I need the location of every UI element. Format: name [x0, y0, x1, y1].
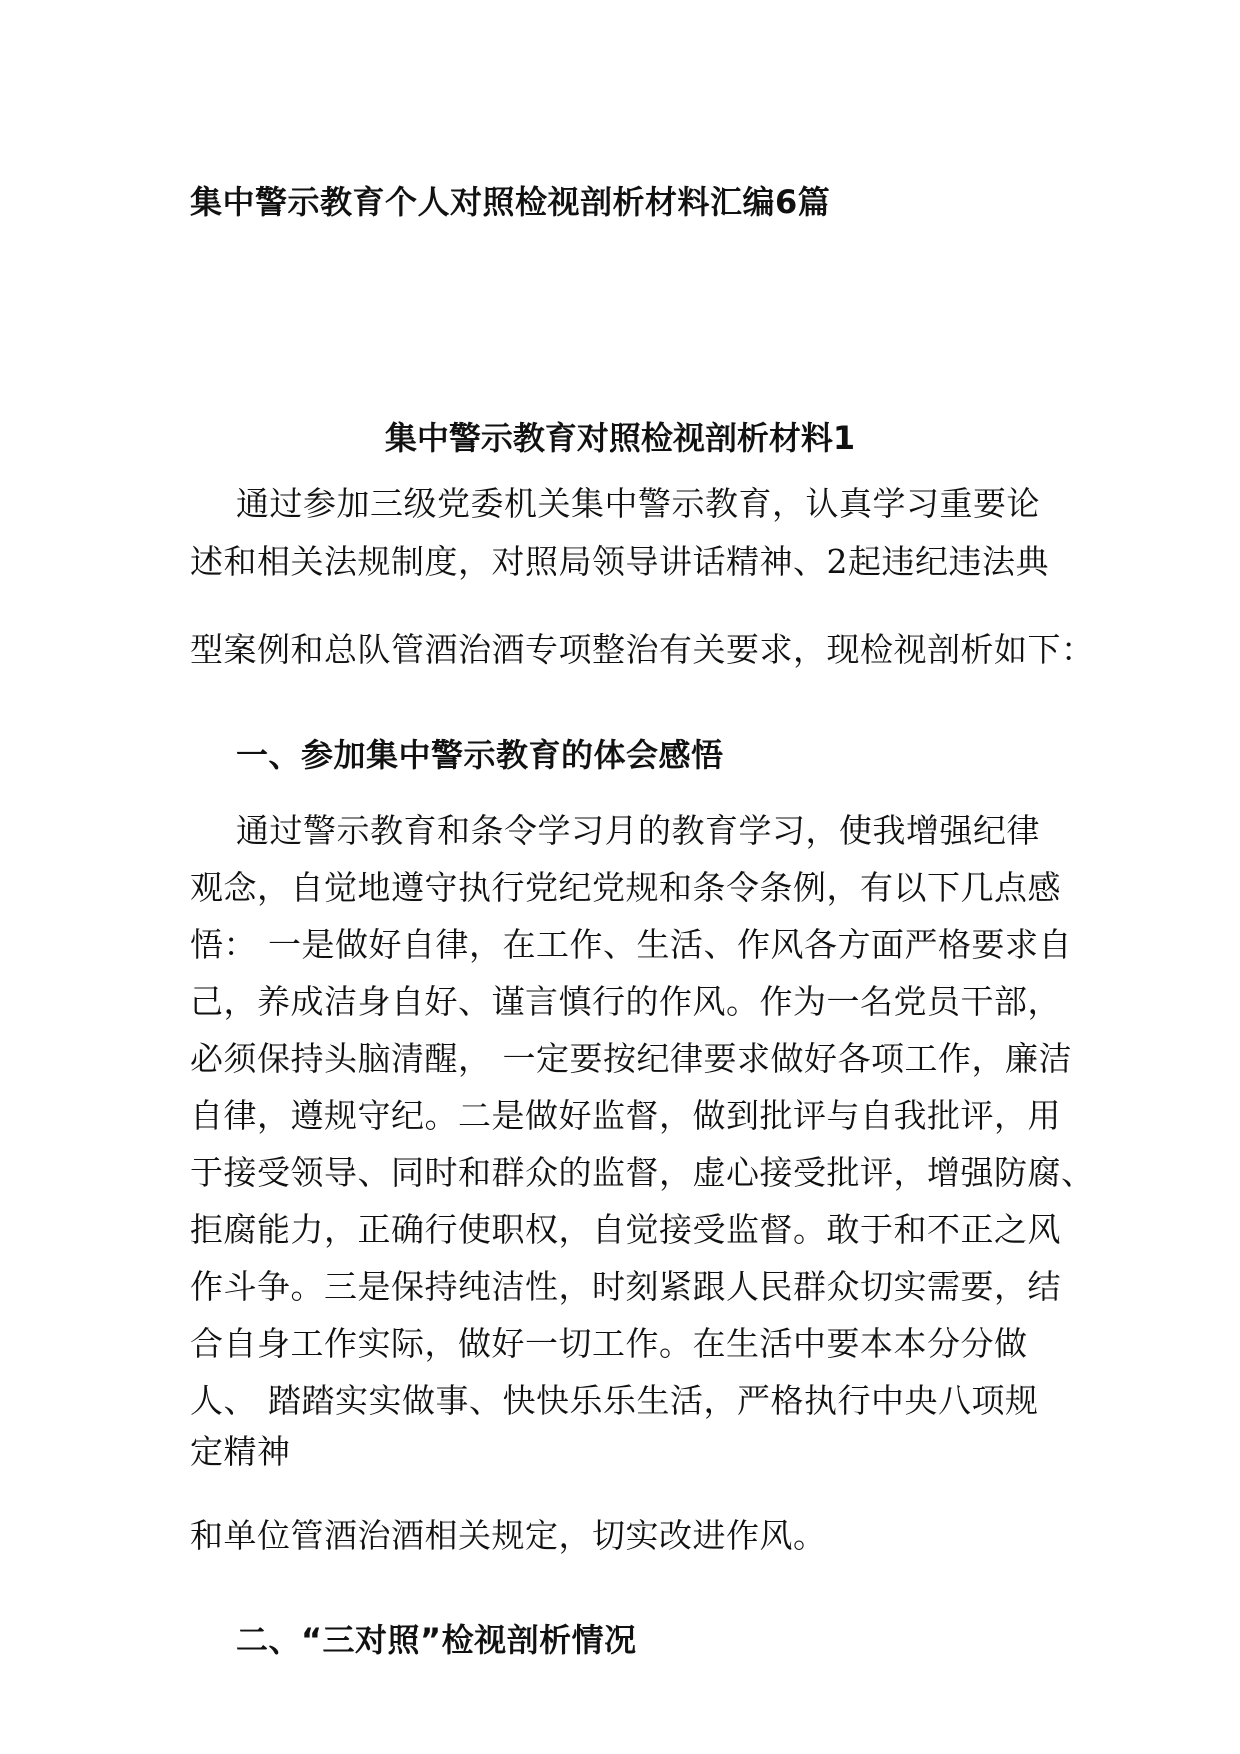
- body-line: 观念，自觉地遵守执行党纪党规和条令条例，有以下几点感: [190, 868, 1061, 907]
- body-last-line: 和单位管酒治酒相关规定，切实改进作风。: [190, 1516, 827, 1555]
- body-line: 己，养成洁身自好、谨言慎行的作风。作为一名党员干部，: [190, 982, 1061, 1021]
- section-heading-2: 二、“三对照”检视剖析情况: [236, 1621, 637, 1659]
- body-line: 于接受领导、同时和群众的监督，虚心接受批评，增强防腐、: [190, 1153, 1095, 1192]
- section-heading-1: 一、参加集中警示教育的体会感悟: [236, 736, 724, 774]
- section-title: 集中警示教育对照检视剖析材料1: [384, 419, 856, 457]
- body-line: 定精神: [190, 1432, 291, 1471]
- intro-line: 通过参加三级党委机关集中警示教育，认真学习重要论: [236, 484, 1040, 523]
- intro-line: 述和相关法规制度，对照局领导讲话精神、2起违纪违法典: [190, 542, 1049, 581]
- body-line: 作斗争。三是保持纯洁性，时刻紧跟人民群众切实需要，结: [190, 1267, 1061, 1306]
- body-line: 悟： 一是做好自律，在工作、生活、作风各方面严格要求自: [190, 925, 1072, 964]
- body-line: 必须保持头脑清醒， 一定要按纪律要求做好各项工作，廉洁: [190, 1039, 1072, 1078]
- intro-line: 型案例和总队管酒治酒专项整治有关要求，现检视剖析如下：: [190, 630, 1095, 669]
- body-line: 人、 踏踏实实做事、快快乐乐生活，严格执行中央八项规: [190, 1381, 1039, 1420]
- document-title: 集中警示教育个人对照检视剖析材料汇编6篇: [190, 183, 831, 221]
- body-line: 合自身工作实际，做好一切工作。在生活中要本本分分做: [190, 1324, 1028, 1363]
- body-line: 自律，遵规守纪。二是做好监督，做到批评与自我批评，用: [190, 1096, 1061, 1135]
- body-line: 拒腐能力，正确行使职权，自觉接受监督。敢于和不正之风: [190, 1210, 1061, 1249]
- body-line: 通过警示教育和条令学习月的教育学习，使我增强纪律: [236, 811, 1040, 850]
